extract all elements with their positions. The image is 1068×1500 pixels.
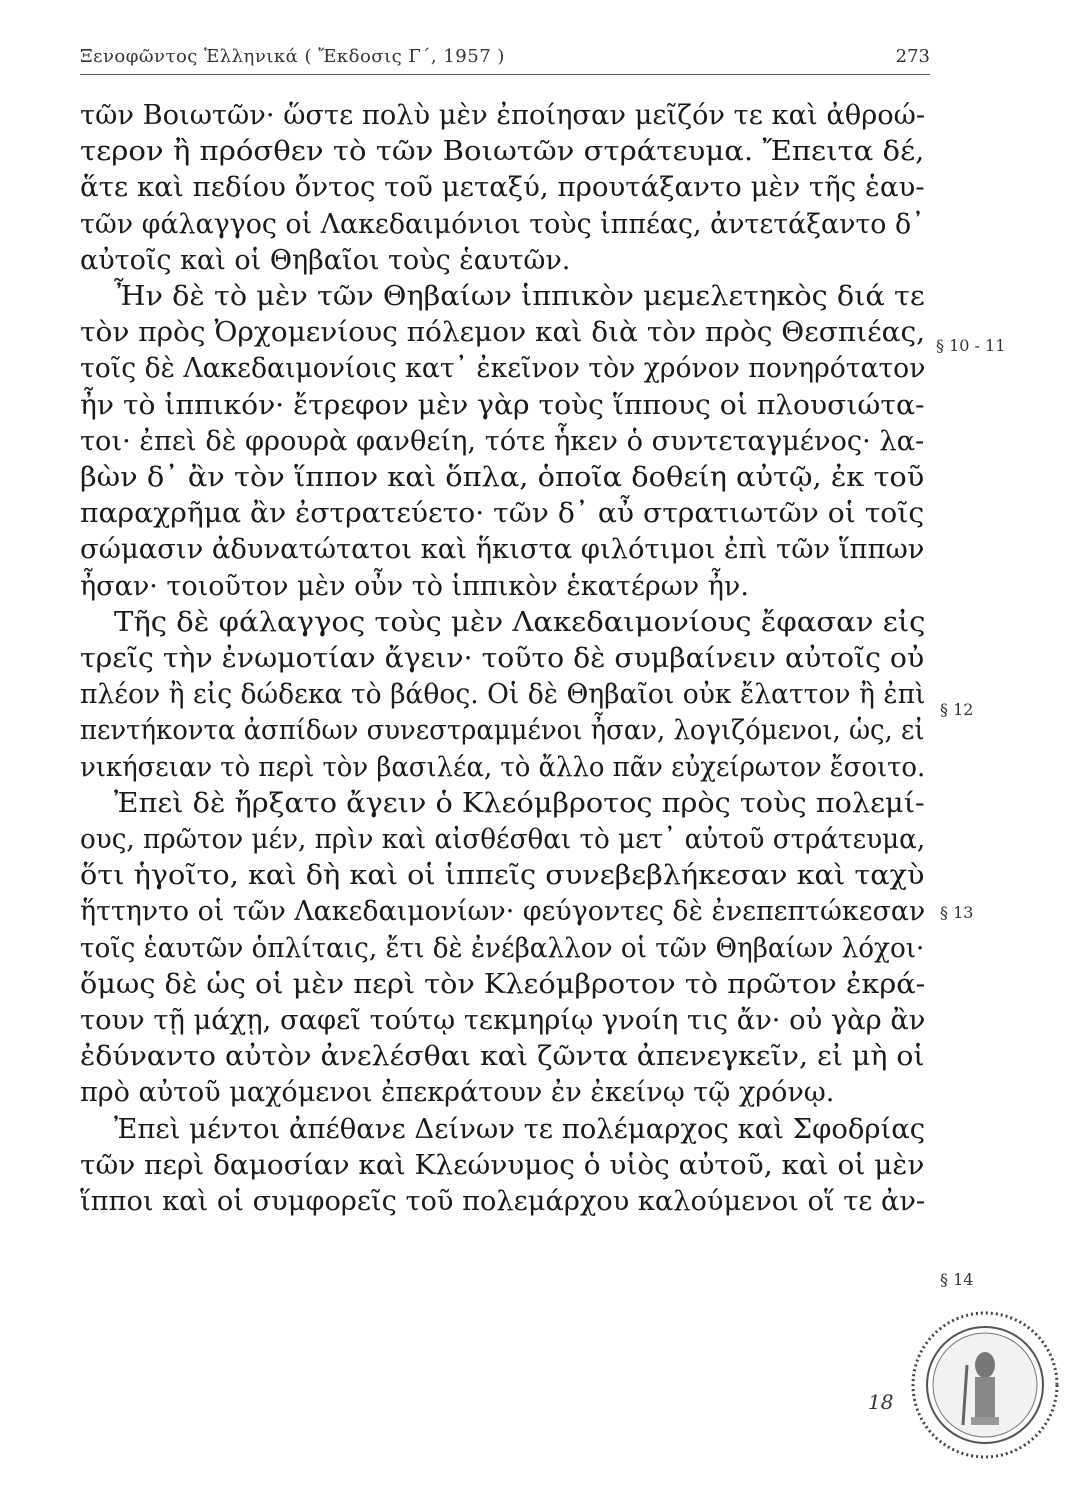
margin-ref: § 10 - 11 bbox=[936, 336, 1006, 355]
text-line: αὐτοῖς καὶ οἱ Θηβαῖοι τοὺς ἑαυτῶν. bbox=[80, 244, 571, 276]
text-line: σώμασιν ἀδυνατώτατοι καὶ ἥκιστα φιλότιμοι ἐπὶ τῶν ἵππων bbox=[80, 534, 925, 566]
text-line: ὅτι ἡγοῖτο, καὶ δὴ καὶ οἱ ἱππεῖς συνεβεβλήκεσαν καὶ ταχὺ bbox=[80, 860, 925, 892]
text-line: ἦν τὸ ἱππικόν· ἔτρεφον μὲν γὰρ τοὺς ἵππους οἱ πλουσιώτα- bbox=[80, 389, 925, 421]
text-line: τῶν περὶ δαμοσίαν καὶ Κλεώνυμος ὁ υἱὸς αὐτοῦ, καὶ οἱ μὲν bbox=[80, 1149, 925, 1181]
page-number: 273 bbox=[895, 46, 930, 67]
header-title: Ξενοφῶντος Ἑλληνικά ( Ἔκδοσις Γ΄, 1957 ) bbox=[80, 46, 505, 67]
library-stamp bbox=[905, 1305, 1065, 1465]
text-line: ἐδύναντο αὐτὸν ἀνελέσθαι καὶ ζῶντα ἀπενεγκεῖν, εἰ μὴ οἱ bbox=[80, 1041, 925, 1073]
text-line: Ἦν δὲ τὸ μὲν τῶν Θηβαίων ἱππικὸν μεμελετηκὸς διά τε bbox=[114, 281, 925, 312]
text-line: τοῖς ἑαυτῶν ὁπλίταις, ἔτι δὲ ἐνέβαλλον οἱ τῶν Θηβαίων λόχοι· bbox=[80, 932, 925, 964]
text-line: Ἐπεὶ μέντοι ἀπέθανε Δείνων τε πολέμαρχος καὶ Σφοδρίας bbox=[114, 1113, 926, 1145]
text-line: τῶν φάλαγγος οἱ Λακεδαιμόνιοι τοὺς ἱππέας, ἀντετάξαντο δ᾿ bbox=[80, 208, 925, 240]
text-line: τουν τῇ μάχῃ, σαφεῖ τούτῳ τεκμηρίῳ γνοίη τις ἄν· οὐ γὰρ ἂν bbox=[80, 1005, 926, 1036]
text-line: ἥττηντο οἱ τῶν Λακεδαιμονίων· φεύγοντες δὲ ἐνεπεπτώκεσαν bbox=[80, 896, 926, 928]
text-line: τερον ἢ πρόσθεν τὸ τῶν Βοιωτῶν στράτευμα. Ἔπειτα δέ, bbox=[80, 136, 925, 168]
margin-ref: § 12 bbox=[940, 700, 974, 719]
text-line: ἅτε καὶ πεδίου ὄντος τοῦ μεταξύ, προυτάξαντο μὲν τῆς ἑαυ- bbox=[80, 172, 925, 204]
text-line: ὅμως δὲ ὡς οἱ μὲν περὶ τὸν Κλεόμβροτον τὸ πρῶτον ἐκρά- bbox=[80, 968, 926, 1000]
page-signature: 18 bbox=[868, 1390, 894, 1414]
text-line: πλέον ἢ εἰς δώδεκα τὸ βάθος. Οἱ δὲ Θηβαῖοι οὐκ ἔλαττον ἢ ἐπὶ bbox=[80, 679, 926, 711]
text-line: ἦσαν· τοιοῦτον μὲν οὖν τὸ ἱππικὸν ἑκατέρων ἦν. bbox=[80, 570, 749, 602]
text-line: τοι· ἐπεὶ δὲ φρουρὰ φανθείη, τότε ἧκεν ὁ συντεταγμένος· λα- bbox=[80, 425, 925, 457]
text-line: τοῖς δὲ Λακεδαιμονίοις κατ᾿ ἐκεῖνον τὸν χρόνον πονηρότατον bbox=[80, 353, 926, 385]
text-line: τρεῖς τὴν ἐνωμοτίαν ἄγειν· τοῦτο δὲ συμβαίνειν αὐτοῖς οὐ bbox=[80, 643, 925, 674]
text-line: Τῆς δὲ φάλαγγος τοὺς μὲν Λακεδαιμονίους ἔφασαν εἰς bbox=[114, 606, 926, 638]
margin-ref: § 14 bbox=[940, 1270, 974, 1289]
text-line: πεντήκοντα ἀσπίδων συνεστραμμένοι ἦσαν, λογιζόμενοι, ὡς, εἰ bbox=[80, 715, 925, 747]
text-line: πρὸ αὐτοῦ μαχόμενοι ἐπεκράτουν ἐν ἐκείνῳ τῷ χρόνῳ. bbox=[80, 1077, 835, 1109]
text-line: τῶν Βοιωτῶν· ὥστε πολὺ μὲν ἐποίησαν μεῖζόν τε καὶ ἀθροώ- bbox=[80, 100, 926, 131]
text-line: νικήσειαν τὸ περὶ τὸν βασιλέα, τὸ ἄλλο πᾶν εὐχείρωτον ἔσοιτο. bbox=[80, 751, 926, 783]
margin-ref: § 13 bbox=[940, 903, 974, 922]
text-line: ἵπποι καὶ οἱ συμφορεῖς τοῦ πολεμάρχου καλούμενοι οἵ τε ἀν- bbox=[80, 1186, 926, 1217]
text-line: Ἐπεὶ δὲ ἤρξατο ἄγειν ὁ Κλεόμβροτος πρὸς τοὺς πολεμί- bbox=[114, 787, 925, 819]
text-line: παραχρῆμα ἂν ἐστρατεύετο· τῶν δ᾿ αὖ στρατιωτῶν οἱ τοῖς bbox=[80, 498, 925, 530]
running-header bbox=[80, 40, 930, 75]
text-line: βὼν δ᾿ ἂν τὸν ἵππον καὶ ὅπλα, ὁποῖα δοθείη αὐτῷ, ἐκ τοῦ bbox=[80, 462, 925, 493]
text-line: τὸν πρὸς Ὀρχομενίους πόλεμον καὶ διὰ τὸν πρὸς Θεσπιέας, bbox=[80, 317, 926, 349]
text-line: ους, πρῶτον μέν, πρὶν καὶ αἰσθέσθαι τὸ μετ᾿ αὐτοῦ στράτευμα, bbox=[80, 824, 926, 855]
